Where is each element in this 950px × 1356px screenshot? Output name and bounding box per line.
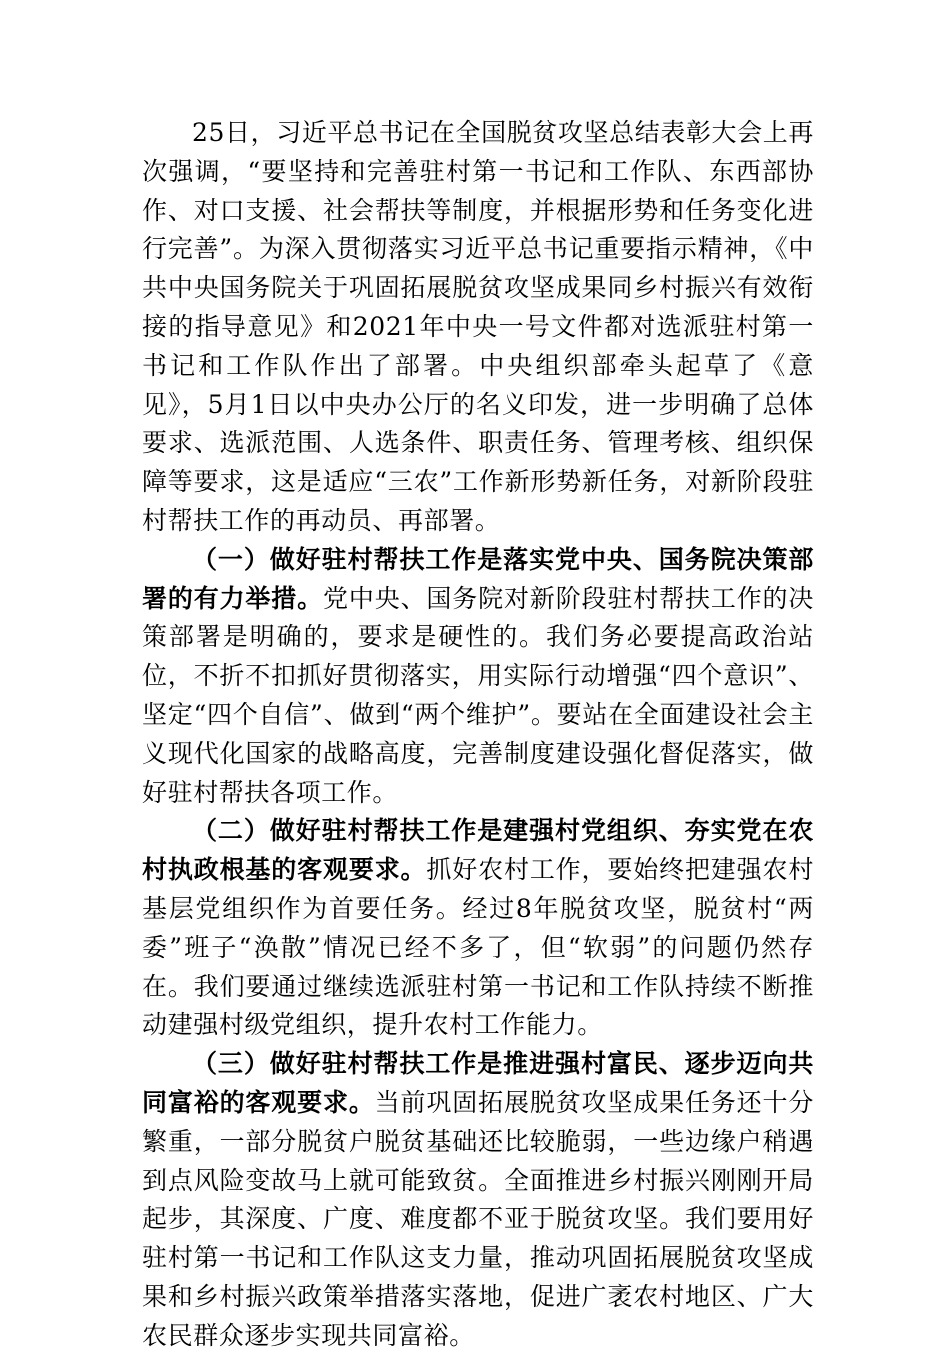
- paragraph-body: 25日，习近平总书记在全国脱贫攻坚总结表彰大会上再次强调，“要坚持和完善驻村第一书记和工作队、东西部协作、对口支援、社会帮扶等制度，并根据形势和任务变化进行完善”。为深入贯彻落实习近平总书记重要指示精神，《中共中央国务院关于巩固拓展脱贫攻坚成果同乡村振兴有效衔接的指导意见》和2021年中央一号文件都对选派驻村第一书记和工作队作出了部署。中央组织部牵头起草了《意见》，5月1日以中央办公厅的名义印发，进一步明确了总体要求、选派范围、人选条件、职责任务、管理考核、组织保障等要求，这是适应“三农”工作新形势新任务，对新阶段驻村帮扶工作的再动员、再部署。: [142, 118, 814, 535]
- paragraph-point-2: [142, 812, 814, 1045]
- paragraph-point-1: [142, 541, 814, 813]
- paragraph-lead: （二）做好驻村帮扶工作是建强村党组织、夯实党在农村执政根基的客观要求。: [142, 816, 814, 885]
- paragraph-lead: （三）做好驻村帮扶工作是推进强村富民、逐步迈向共同富裕的客观要求。: [142, 1049, 814, 1117]
- paragraph-point-3: [142, 1045, 814, 1355]
- paragraph-body: 当前巩固拓展脱贫攻坚成果任务还十分繁重，一部分脱贫户脱贫基础还比较脆弱，一些边缘户稍遇到点风险变故马上就可能致贫。全面推进乡村振兴刚刚开局起步，其深度、广度、难度都不亚于脱贫攻坚。我们要用好驻村第一书记和工作队这支力量，推动巩固拓展脱贫攻坚成果和乡村振兴政策举措落实落地，促进广袤农村地区、广大农民群众逐步实现共同富裕。: [142, 1087, 814, 1350]
- paragraph-body: 党中央、国务院对新阶段驻村帮扶工作的决策部署是明确的，要求是硬性的。我们务必要提高政治站位，不折不扣抓好贯彻落实，用实际行动增强“四个意识”、坚定“四个自信”、做到“两个维护”。要站在全面建设社会主义现代化国家的战略高度，完善制度建设强化督促落实，做好驻村帮扶各项工作。: [142, 583, 815, 807]
- paragraph-intro: [142, 114, 814, 541]
- paragraph-lead: （一）做好驻村帮扶工作是落实党中央、国务院决策部署的有力举措。: [142, 544, 814, 613]
- paragraph-body: 抓好农村工作，要始终把建强农村基层党组织作为首要任务。经过8年脱贫攻坚，脱贫村“两委”班子“涣散”情况已经不多了，但“软弱”的问题仍然存在。我们要通过继续选派驻村第一书记和工作队持续不断推动建强村级党组织，提升农村工作能力。: [142, 855, 814, 1040]
- document-body: [142, 114, 814, 1356]
